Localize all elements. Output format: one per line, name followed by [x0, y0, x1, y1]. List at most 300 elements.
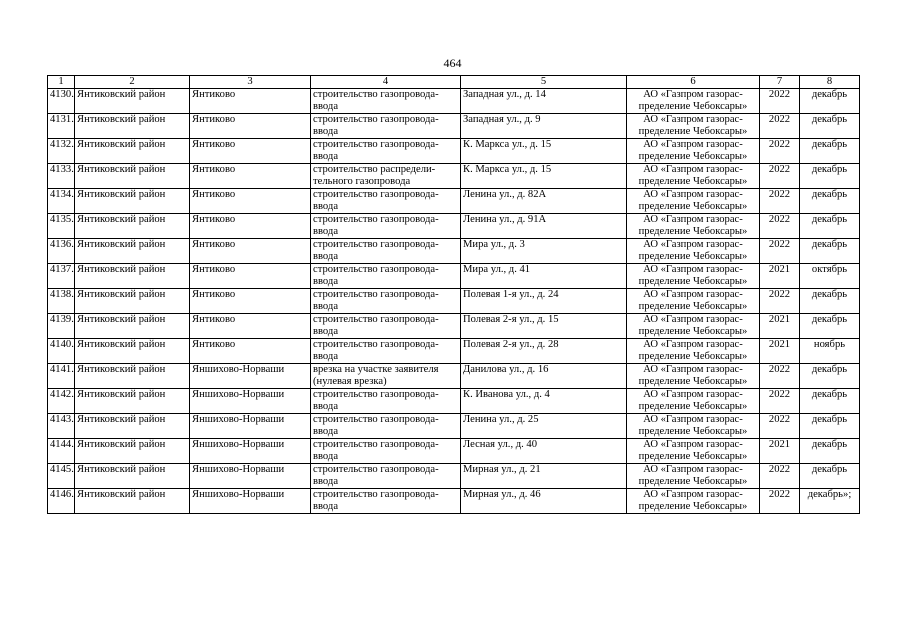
table-row	[48, 264, 860, 289]
organization-cell	[627, 489, 760, 514]
locality-cell-line: Яншихово-Норваши	[192, 364, 285, 375]
work-type-cell-line: строительство газопровода-	[313, 439, 439, 450]
address-cell	[461, 189, 627, 214]
work-type-cell-line: ввода	[313, 326, 339, 337]
row-number-cell	[48, 464, 75, 489]
row-number-cell-line: 4137.	[50, 264, 74, 275]
row-number-cell	[48, 389, 75, 414]
month-cell	[800, 214, 860, 239]
organization-cell	[627, 214, 760, 239]
column-header: 4	[311, 76, 461, 89]
month-cell	[800, 89, 860, 114]
locality-cell-line: Яншихово-Норваши	[192, 489, 285, 500]
row-number-cell	[48, 189, 75, 214]
year-cell	[760, 314, 800, 339]
work-type-cell-line: ввода	[313, 501, 339, 512]
work-type-cell	[311, 89, 461, 114]
month-cell	[800, 139, 860, 164]
address-cell-line: Ленина ул., д. 91А	[463, 214, 547, 225]
organization-cell-line: пределение Чебоксары»	[638, 276, 748, 287]
year-cell-line: 2022	[768, 214, 791, 225]
organization-cell-line: пределение Чебоксары»	[638, 201, 748, 212]
work-type-cell-line: строительство газопровода-	[313, 489, 439, 500]
row-number-cell-line: 4134.	[50, 189, 74, 200]
month-cell-line: декабрь	[811, 189, 848, 200]
work-type-cell	[311, 239, 461, 264]
row-number-cell-line: 4142.	[50, 389, 74, 400]
work-type-cell-line: строительство газопровода-	[313, 464, 439, 475]
year-cell	[760, 389, 800, 414]
table-row	[48, 89, 860, 114]
organization-cell-line: АО «Газпром газорас-	[643, 139, 743, 150]
work-type-cell-line: строительство газопровода-	[313, 214, 439, 225]
work-type-cell-line: ввода	[313, 201, 339, 212]
organization-cell-line: АО «Газпром газорас-	[643, 414, 743, 425]
organization-cell-line: АО «Газпром газорас-	[643, 114, 743, 125]
year-cell-line: 2022	[768, 364, 791, 375]
column-header: 3	[190, 76, 311, 89]
address-cell	[461, 139, 627, 164]
district-cell-line: Янтиковский район	[77, 214, 166, 225]
locality-cell	[190, 364, 311, 389]
year-cell-line: 2022	[768, 389, 791, 400]
locality-cell-line: Яншихово-Норваши	[192, 414, 285, 425]
address-cell	[461, 264, 627, 289]
row-number-cell	[48, 339, 75, 364]
row-number-cell	[48, 264, 75, 289]
year-cell	[760, 139, 800, 164]
work-type-cell-line: строительство газопровода-	[313, 239, 439, 250]
column-header: 2	[75, 76, 190, 89]
row-number-cell	[48, 239, 75, 264]
organization-cell-line: АО «Газпром газорас-	[643, 339, 743, 350]
locality-cell	[190, 414, 311, 439]
organization-cell	[627, 139, 760, 164]
locality-cell	[190, 164, 311, 189]
table-row	[48, 289, 860, 314]
work-type-cell	[311, 264, 461, 289]
row-number-cell-line: 4138.	[50, 289, 74, 300]
work-type-cell-line: ввода	[313, 151, 339, 162]
year-cell-line: 2022	[768, 114, 791, 125]
row-number-cell-line: 4131.	[50, 114, 74, 125]
year-cell	[760, 464, 800, 489]
work-type-cell	[311, 214, 461, 239]
year-cell-line: 2022	[768, 189, 791, 200]
column-header: 8	[800, 76, 860, 89]
organization-cell-line: пределение Чебоксары»	[638, 226, 748, 237]
address-cell-line: Ленина ул., д. 25	[463, 414, 539, 425]
locality-cell	[190, 439, 311, 464]
organization-cell-line: пределение Чебоксары»	[638, 301, 748, 312]
year-cell	[760, 239, 800, 264]
organization-cell-line: пределение Чебоксары»	[638, 101, 748, 112]
locality-cell-line: Янтиково	[192, 89, 236, 100]
month-cell-line: декабрь	[811, 89, 848, 100]
month-cell	[800, 189, 860, 214]
work-type-cell-line: (нулевая врезка)	[313, 376, 387, 387]
row-number-cell	[48, 439, 75, 464]
table-row	[48, 314, 860, 339]
table-row	[48, 164, 860, 189]
year-cell	[760, 439, 800, 464]
district-cell-line: Янтиковский район	[77, 439, 166, 450]
year-cell-line: 2022	[768, 489, 791, 500]
work-type-cell	[311, 439, 461, 464]
year-cell	[760, 364, 800, 389]
locality-cell	[190, 239, 311, 264]
row-number-cell	[48, 314, 75, 339]
month-cell-line: декабрь	[811, 164, 848, 175]
address-cell-line: Западная ул., д. 9	[463, 114, 541, 125]
work-type-cell-line: строительство газопровода-	[313, 114, 439, 125]
locality-cell-line: Янтиково	[192, 164, 236, 175]
table-row	[48, 439, 860, 464]
month-cell	[800, 239, 860, 264]
year-cell-line: 2022	[768, 139, 791, 150]
address-cell-line: Мира ул., д. 41	[463, 264, 531, 275]
year-cell	[760, 164, 800, 189]
district-cell	[75, 189, 190, 214]
row-number-cell	[48, 164, 75, 189]
organization-cell-line: пределение Чебоксары»	[638, 426, 748, 437]
address-cell-line: Лесная ул., д. 40	[463, 439, 538, 450]
district-cell	[75, 289, 190, 314]
address-cell-line: Западная ул., д. 14	[463, 89, 546, 100]
organization-cell-line: АО «Газпром газорас-	[643, 214, 743, 225]
month-cell-line: декабрь	[811, 314, 848, 325]
row-number-cell-line: 4144.	[50, 439, 74, 450]
year-cell-line: 2022	[768, 414, 791, 425]
district-cell-line: Янтиковский район	[77, 239, 166, 250]
organization-cell-line: АО «Газпром газорас-	[643, 239, 743, 250]
row-number-cell-line: 4146.	[50, 489, 74, 500]
year-cell-line: 2021	[768, 264, 791, 275]
organization-cell	[627, 239, 760, 264]
row-number-cell	[48, 364, 75, 389]
address-cell-line: Мира ул., д. 3	[463, 239, 525, 250]
locality-cell	[190, 314, 311, 339]
work-type-cell-line: строительство газопровода-	[313, 339, 439, 350]
locality-cell-line: Янтиково	[192, 114, 236, 125]
work-type-cell	[311, 339, 461, 364]
work-type-cell-line: ввода	[313, 226, 339, 237]
district-cell-line: Янтиковский район	[77, 189, 166, 200]
organization-cell-line: пределение Чебоксары»	[638, 251, 748, 262]
month-cell-line: декабрь	[811, 114, 848, 125]
address-cell-line: Мирная ул., д. 46	[463, 489, 541, 500]
work-type-cell-line: ввода	[313, 401, 339, 412]
address-cell-line: К. Маркса ул., д. 15	[463, 164, 552, 175]
organization-cell	[627, 439, 760, 464]
district-cell-line: Янтиковский район	[77, 114, 166, 125]
year-cell-line: 2021	[768, 339, 791, 350]
address-cell	[461, 414, 627, 439]
organization-cell-line: пределение Чебоксары»	[638, 326, 748, 337]
address-cell-line: Ленина ул., д. 82А	[463, 189, 547, 200]
address-cell-line: Полевая 2-я ул., д. 28	[463, 339, 559, 350]
work-type-cell-line: строительство газопровода-	[313, 289, 439, 300]
locality-cell	[190, 489, 311, 514]
row-number-cell-line: 4133.	[50, 164, 74, 175]
district-cell-line: Янтиковский район	[77, 414, 166, 425]
address-cell-line: Полевая 2-я ул., д. 15	[463, 314, 559, 325]
table-row	[48, 389, 860, 414]
work-type-cell-line: строительство газопровода-	[313, 389, 439, 400]
address-cell	[461, 389, 627, 414]
district-cell	[75, 489, 190, 514]
work-type-cell-line: ввода	[313, 476, 339, 487]
row-number-cell-line: 4145.	[50, 464, 74, 475]
month-cell	[800, 339, 860, 364]
organization-cell	[627, 414, 760, 439]
month-cell-line: декабрь	[811, 414, 848, 425]
locality-cell-line: Янтиково	[192, 239, 236, 250]
work-type-cell-line: ввода	[313, 126, 339, 137]
organization-cell	[627, 189, 760, 214]
organization-cell	[627, 314, 760, 339]
address-cell-line: Данилова ул., д. 16	[463, 364, 549, 375]
organization-cell-line: АО «Газпром газорас-	[643, 289, 743, 300]
district-cell	[75, 164, 190, 189]
work-type-cell-line: ввода	[313, 351, 339, 362]
address-cell	[461, 439, 627, 464]
organization-cell-line: АО «Газпром газорас-	[643, 464, 743, 475]
work-type-cell-line: строительство газопровода-	[313, 189, 439, 200]
year-cell	[760, 289, 800, 314]
work-type-cell	[311, 189, 461, 214]
address-cell	[461, 289, 627, 314]
row-number-cell	[48, 89, 75, 114]
address-cell-line: К. Маркса ул., д. 15	[463, 139, 552, 150]
organization-cell-line: АО «Газпром газорас-	[643, 89, 743, 100]
month-cell-line: декабрь	[811, 389, 848, 400]
organization-cell-line: пределение Чебоксары»	[638, 151, 748, 162]
district-cell	[75, 89, 190, 114]
locality-cell-line: Яншихово-Норваши	[192, 464, 285, 475]
gasification-table	[47, 75, 860, 514]
row-number-cell	[48, 289, 75, 314]
organization-cell-line: АО «Газпром газорас-	[643, 489, 743, 500]
district-cell	[75, 114, 190, 139]
work-type-cell	[311, 489, 461, 514]
organization-cell-line: пределение Чебоксары»	[638, 476, 748, 487]
work-type-cell-line: строительство газопровода-	[313, 264, 439, 275]
district-cell	[75, 414, 190, 439]
row-number-cell-line: 4135.	[50, 214, 74, 225]
month-cell	[800, 364, 860, 389]
row-number-cell	[48, 139, 75, 164]
work-type-cell-line: строительство газопровода-	[313, 139, 439, 150]
district-cell	[75, 239, 190, 264]
organization-cell-line: АО «Газпром газорас-	[643, 439, 743, 450]
month-cell	[800, 414, 860, 439]
district-cell-line: Янтиковский район	[77, 314, 166, 325]
year-cell	[760, 264, 800, 289]
row-number-cell	[48, 414, 75, 439]
organization-cell-line: пределение Чебоксары»	[638, 451, 748, 462]
year-cell-line: 2022	[768, 464, 791, 475]
locality-cell-line: Янтиково	[192, 314, 236, 325]
district-cell	[75, 139, 190, 164]
year-cell-line: 2021	[768, 314, 791, 325]
table-body	[48, 89, 860, 514]
work-type-cell	[311, 364, 461, 389]
district-cell	[75, 339, 190, 364]
month-cell	[800, 164, 860, 189]
year-cell	[760, 214, 800, 239]
work-type-cell-line: ввода	[313, 451, 339, 462]
organization-cell-line: АО «Газпром газорас-	[643, 164, 743, 175]
month-cell	[800, 389, 860, 414]
locality-cell	[190, 189, 311, 214]
locality-cell-line: Янтиково	[192, 339, 236, 350]
locality-cell-line: Янтиково	[192, 189, 236, 200]
district-cell	[75, 264, 190, 289]
month-cell-line: декабрь	[811, 139, 848, 150]
month-cell-line: декабрь»;	[807, 489, 852, 500]
table-row	[48, 464, 860, 489]
locality-cell	[190, 264, 311, 289]
organization-cell-line: АО «Газпром газорас-	[643, 314, 743, 325]
district-cell-line: Янтиковский район	[77, 89, 166, 100]
organization-cell	[627, 364, 760, 389]
organization-cell-line: АО «Газпром газорас-	[643, 389, 743, 400]
organization-cell-line: пределение Чебоксары»	[638, 126, 748, 137]
district-cell-line: Янтиковский район	[77, 389, 166, 400]
table-row	[48, 214, 860, 239]
year-cell-line: 2022	[768, 289, 791, 300]
locality-cell-line: Янтиково	[192, 139, 236, 150]
organization-cell-line: пределение Чебоксары»	[638, 501, 748, 512]
organization-cell	[627, 164, 760, 189]
year-cell	[760, 339, 800, 364]
work-type-cell-line: ввода	[313, 301, 339, 312]
row-number-cell-line: 4140.	[50, 339, 74, 350]
work-type-cell	[311, 164, 461, 189]
work-type-cell-line: ввода	[313, 101, 339, 112]
month-cell-line: октябрь	[811, 264, 848, 275]
district-cell	[75, 439, 190, 464]
row-number-cell	[48, 114, 75, 139]
locality-cell-line: Яншихово-Норваши	[192, 439, 285, 450]
year-cell	[760, 114, 800, 139]
locality-cell	[190, 114, 311, 139]
district-cell	[75, 464, 190, 489]
month-cell-line: декабрь	[811, 239, 848, 250]
month-cell-line: декабрь	[811, 464, 848, 475]
address-cell	[461, 489, 627, 514]
district-cell-line: Янтиковский район	[77, 464, 166, 475]
address-cell-line: Полевая 1-я ул., д. 24	[463, 289, 559, 300]
month-cell-line: декабрь	[811, 364, 848, 375]
locality-cell	[190, 339, 311, 364]
organization-cell-line: АО «Газпром газорас-	[643, 189, 743, 200]
address-cell	[461, 314, 627, 339]
table-row	[48, 364, 860, 389]
year-cell-line: 2022	[768, 89, 791, 100]
work-type-cell	[311, 114, 461, 139]
month-cell-line: декабрь	[811, 289, 848, 300]
organization-cell	[627, 114, 760, 139]
organization-cell-line: АО «Газпром газорас-	[643, 364, 743, 375]
work-type-cell	[311, 389, 461, 414]
address-cell	[461, 239, 627, 264]
locality-cell	[190, 389, 311, 414]
table-row	[48, 414, 860, 439]
column-header: 7	[760, 76, 800, 89]
locality-cell-line: Янтиково	[192, 289, 236, 300]
column-header: 5	[461, 76, 627, 89]
work-type-cell-line: ввода	[313, 251, 339, 262]
page-number: 464	[443, 56, 462, 70]
organization-cell-line: АО «Газпром газорас-	[643, 264, 743, 275]
month-cell	[800, 464, 860, 489]
work-type-cell-line: ввода	[313, 426, 339, 437]
district-cell-line: Янтиковский район	[77, 139, 166, 150]
column-header: 1	[48, 76, 75, 89]
organization-cell-line: пределение Чебоксары»	[638, 351, 748, 362]
organization-cell	[627, 89, 760, 114]
district-cell	[75, 389, 190, 414]
row-number-cell	[48, 214, 75, 239]
year-cell	[760, 414, 800, 439]
table-row	[48, 114, 860, 139]
address-cell-line: К. Иванова ул., д. 4	[463, 389, 550, 400]
organization-cell	[627, 339, 760, 364]
year-cell-line: 2022	[768, 239, 791, 250]
address-cell	[461, 364, 627, 389]
column-header: 6	[627, 76, 760, 89]
month-cell-line: декабрь	[811, 439, 848, 450]
locality-cell-line: Янтиково	[192, 214, 236, 225]
address-cell	[461, 89, 627, 114]
year-cell	[760, 189, 800, 214]
locality-cell	[190, 139, 311, 164]
organization-cell-line: пределение Чебоксары»	[638, 376, 748, 387]
district-cell	[75, 314, 190, 339]
organization-cell	[627, 289, 760, 314]
table-row	[48, 339, 860, 364]
month-cell-line: декабрь	[811, 214, 848, 225]
district-cell-line: Янтиковский район	[77, 289, 166, 300]
address-cell	[461, 339, 627, 364]
locality-cell	[190, 214, 311, 239]
organization-cell-line: пределение Чебоксары»	[638, 401, 748, 412]
month-cell	[800, 114, 860, 139]
row-number-cell-line: 4136.	[50, 239, 74, 250]
district-cell-line: Янтиковский район	[77, 339, 166, 350]
row-number-cell-line: 4132.	[50, 139, 74, 150]
row-number-cell	[48, 489, 75, 514]
year-cell-line: 2022	[768, 164, 791, 175]
district-cell	[75, 214, 190, 239]
district-cell-line: Янтиковский район	[77, 364, 166, 375]
row-number-cell-line: 4141.	[50, 364, 74, 375]
work-type-cell-line: строительство газопровода-	[313, 314, 439, 325]
row-number-cell-line: 4143.	[50, 414, 74, 425]
year-cell	[760, 89, 800, 114]
organization-cell	[627, 264, 760, 289]
district-cell-line: Янтиковский район	[77, 164, 166, 175]
work-type-cell-line: строительство распредели-	[313, 164, 436, 175]
month-cell	[800, 439, 860, 464]
organization-cell	[627, 464, 760, 489]
row-number-cell-line: 4139.	[50, 314, 74, 325]
work-type-cell-line: строительство газопровода-	[313, 89, 439, 100]
district-cell-line: Янтиковский район	[77, 264, 166, 275]
year-cell-line: 2021	[768, 439, 791, 450]
